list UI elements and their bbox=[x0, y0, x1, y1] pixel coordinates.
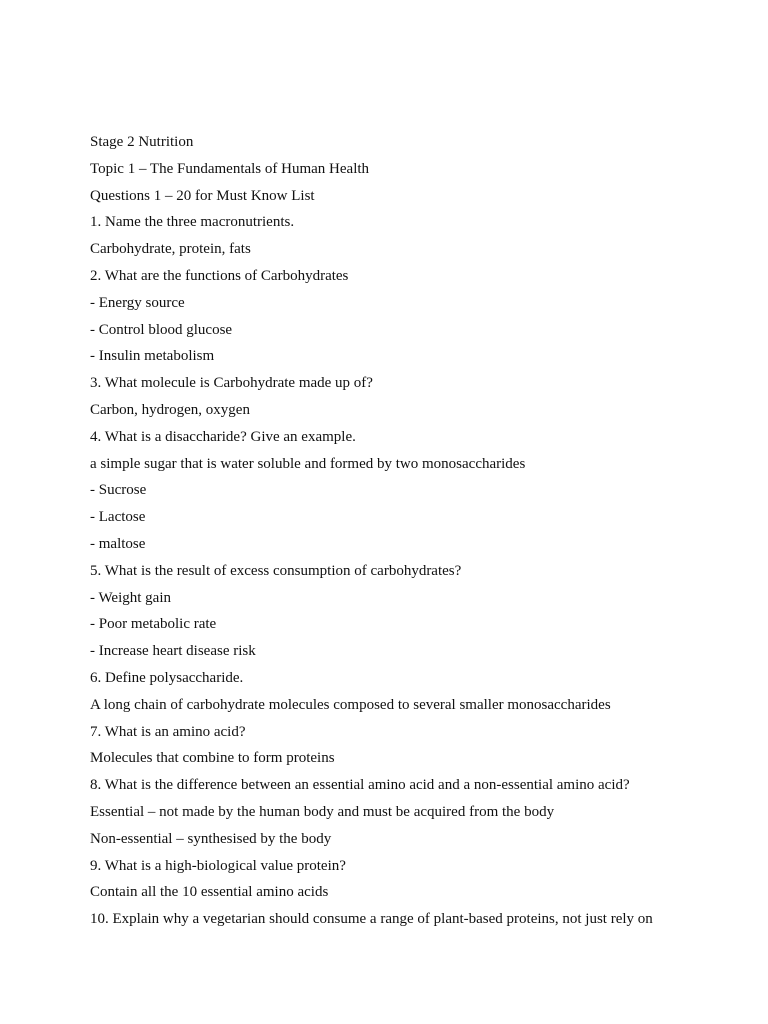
question-3: 3. What molecule is Carbohydrate made up of? bbox=[90, 375, 373, 392]
answer-7: Molecules that combine to form proteins bbox=[90, 750, 335, 767]
topic-heading: Topic 1 – The Fundamentals of Human Health bbox=[90, 160, 370, 177]
answer-2-item: - Insulin metabolism bbox=[90, 348, 215, 365]
answer-5-item: - Increase heart disease risk bbox=[90, 643, 256, 660]
question-1: 1. Name the three macronutrients. bbox=[90, 214, 295, 231]
answer-4-item: - Sucrose bbox=[90, 482, 147, 499]
question-9: 9. What is a high-biological value protein? bbox=[90, 857, 346, 874]
question-6: 6. Define polysaccharide. bbox=[90, 669, 244, 686]
document-body bbox=[90, 130, 730, 934]
answer-4-item: - Lactose bbox=[90, 509, 146, 526]
answer-9: Contain all the 10 essential amino acids bbox=[90, 884, 329, 901]
answer-8-non-essential: Non-essential – synthesised by the body bbox=[90, 830, 332, 847]
question-5: 5. What is the result of excess consumption of carbohydrates? bbox=[90, 562, 462, 579]
answer-5-item: - Poor metabolic rate bbox=[90, 616, 217, 633]
document-title: Stage 2 Nutrition bbox=[90, 134, 194, 150]
answer-5-item: - Weight gain bbox=[90, 589, 171, 606]
question-4: 4. What is a disaccharide? Give an example. bbox=[90, 428, 356, 445]
answer-8-essential: Essential – not made by the human body and must be acquired from the body bbox=[90, 803, 555, 820]
question-10: 10. Explain why a vegetarian should consume a range of plant-based proteins, not just rely on bbox=[90, 911, 653, 928]
questions-heading: Questions 1 – 20 for Must Know List bbox=[90, 187, 315, 204]
question-8: 8. What is the difference between an essential amino acid and a non-essential amino acid? bbox=[90, 777, 630, 794]
answer-6: A long chain of carbohydrate molecules composed to several smaller monosaccharides bbox=[90, 696, 611, 713]
question-2: 2. What are the functions of Carbohydrates bbox=[90, 267, 349, 284]
question-7: 7. What is an amino acid? bbox=[90, 723, 246, 740]
answer-1: Carbohydrate, protein, fats bbox=[90, 241, 251, 258]
answer-3: Carbon, hydrogen, oxygen bbox=[90, 401, 250, 418]
answer-4-item: - maltose bbox=[90, 535, 146, 552]
answer-4: a simple sugar that is water soluble and formed by two monosaccharides bbox=[90, 455, 526, 472]
answer-2-item: - Energy source bbox=[90, 294, 185, 311]
answer-2-item: - Control blood glucose bbox=[90, 321, 233, 338]
